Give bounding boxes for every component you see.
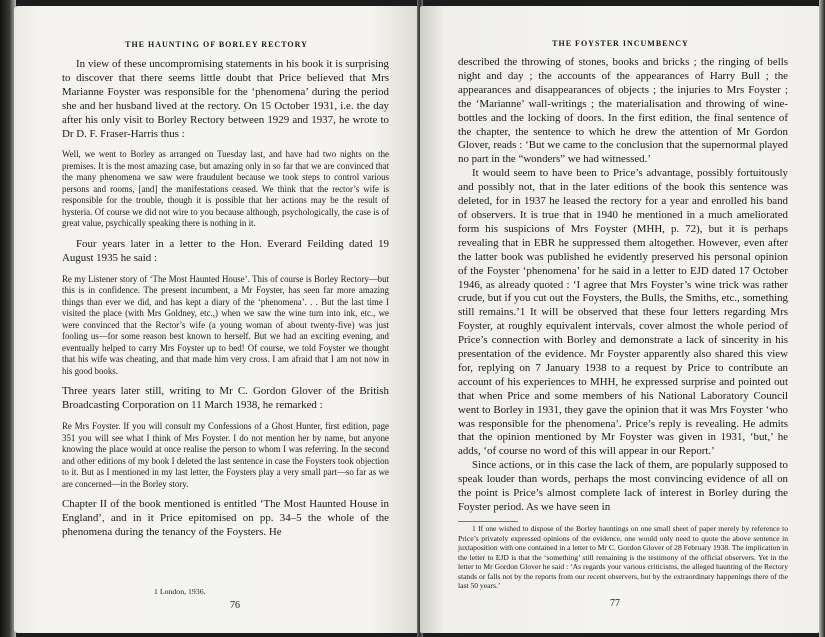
- page-number: 77: [610, 598, 620, 609]
- paragraph: Chapter II of the book mentioned is entitled ‘The Most Haunted House in England’, and in it Price epitomised on pp. 34–5 the whole of the phenomena during the tenancy of the Foysters. He: [62, 498, 389, 538]
- left-page-text: [62, 58, 389, 540]
- paragraph: In view of these uncompromising statements in his book it is surprising to discover that there seems little doubt that Price believed that Mrs Marianne Foyster was responsible for the ‘phenomena’ during the period she and her husband lived at the rectory. On 15 October 1931, i.e. the day after his only visit to Borley Rectory between 1929 and 1937, he wrote to Dr D. F. Fraser-Harris thus :: [62, 58, 389, 140]
- running-header-left: THE HAUNTING OF BORLEY RECTORY: [125, 40, 308, 49]
- paragraph: It would seem to have been to Price’s advantage, possibly fortuitously and possibly not, that in the later editions of the book this sentence was deleted, for in 1937 he leased the rectory for a year and enrolled his band of observers. It is true that in 1940 he mentioned in a much ameliorated form his suspicions of Mrs Foyster (MHH, p. 72), but it is perhaps revealing that in EBR he suppressed them altogether. However, even after the latter book was published he evidently preserved his personal opinion of the Foyster ‘phenomena’ for he said in a letter to EJD dated 17 October 1946, as already quoted : ‘I agree that Mrs Foyster’s wine trick was rather crude, but if you cut out the Foysters, the Bulls, the Smiths, etc., something still remains.’1 It will be observed that these four letters regarding Mrs Foyster, at roughly equivalent intervals, cover almost the whole period of Price’s connection with Borley and demonstrate a lack of sincerity in his presentation of the evidence. Mr Foyster apparently also shared this view for, replying on 7 January 1938 to a request by Price to contribute an account of his experiences to MHH, he expressed surprise and pointed out that when Price and some members of his National Laboratory Council went to Borley in 1931, they gave the opinion that it was Mrs Foyster ‘who was responsible for the phenomena’. Price’s reply is revealing. He admits that the opinion mentioned by Mr Foyster was given in 1931, ‘but,’ he adds, ‘of course no word of this will appear in our Report.’: [458, 167, 788, 458]
- footnote: 1 London, 1936.: [154, 587, 206, 596]
- paragraph: Three years later still, writing to Mr C. Gordon Glover of the British Broadcasting Corporation on 11 March 1938, he remarked :: [62, 385, 389, 412]
- paragraph: Four years later in a letter to the Hon. Everard Feilding dated 19 August 1935 he said :: [62, 237, 389, 264]
- running-header-right: THE FOYSTER INCUMBENCY: [552, 39, 689, 48]
- right-page: [420, 6, 821, 633]
- footnote: 1 If one wished to dispose of the Borley hauntings on one small sheet of paper merely by reference to Price’s privately expressed opinions of the evidence, one would only need to quote the above sentence in juxtaposition with one contained in a letter to Mr C. Gordon Glover of 28 February 1938. The implication in the letter to EJD is that the ‘something’ still remaining is the testimony of the official observers. Yet in the letter to Mr Gordon Glover he said : ‘As regards your various criticisms, the alleged haunting of the Rectory stands or falls not by the reports from our recent observers, but by the extraordinary happenings there of the last 50 years.’: [458, 523, 788, 591]
- footnote-rule: [458, 521, 518, 522]
- block-quote: Re Mrs Foyster. If you will consult my Confessions of a Ghost Hunter, first edition, page 351 you will see what I think of Mrs Foyster. I do not mention her by name, but anyone knowing the place would at once realise the person to whom I was referring. In the second and other editions of my book I deleted the last sentence in case the Foysters took objection to it. But as I mentioned in my last letter, the Foysters play a very small part—so far as we are concerned—in the Borley story.: [62, 421, 389, 489]
- left-page: [14, 6, 419, 633]
- paragraph: described the throwing of stones, books and bricks ; the ringing of bells night and day ; the accounts of the appearances of Harry Bull ; the appearances and disappearances of objects ; the injuries to Mrs Foyster ; the ‘Marianne’ wall-writings ; the materialisation and throwing of wine-bottles and the locking of doors. In the first edition, the final sentence of the chapter, the sentence to which he drew the attention of Mr Gordon Glover, reads : ‘But we came to the conclusion that the supernormal played no part in the “wonders” we had witnessed.’: [458, 56, 788, 166]
- page-number: 76: [230, 600, 240, 611]
- block-quote: Well, we went to Borley as arranged on Tuesday last, and have had two nights on the premises. It is the most amazing case, but amazing only in so far that we are convinced that the many phenomena we saw were fraudulent because we took steps to control various persons and rooms, [and] the manifestations ceased. We think that the rector’s wife is responsible for the trouble, though it is possible that her actions may be the result of hysteria. Of course we did not wire to you because although, psychologically, the case is of great value, psychically speaking there is nothing in it.: [62, 149, 389, 229]
- right-page-text: [458, 56, 788, 591]
- footnote-block: [458, 521, 788, 591]
- book-edge-right: [819, 0, 825, 637]
- block-quote: Re my Listener story of ‘The Most Haunted House’. This of course is Borley Rectory—but this is in confidence. The present incumbent, a Mr Foyster, has seen far more amazing things than ever we did, and has kept a diary of the ‘phenomena’. . . But the last time I visited the place (with Mrs Goldney, etc.,) when we saw the wine turn into ink, etc., we were convinced that the Rector’s wife (a young woman of about twenty-five) was just fooling us—for some reason best known to herself. But we had an exciting evening, and eventually helped to carry Mrs Foyster up to bed! Of course, we told Foyster we thought that his wife was cheating, and that made him very cross. I am afraid that I am not now in his good books.: [62, 273, 389, 376]
- paragraph: Since actions, or in this case the lack of them, are popularly supposed to speak louder than words, perhaps the most convincing evidence of all on the point is Price’s almost complete lack of interest in Borley during the Foyster period. As we have seen in: [458, 459, 788, 513]
